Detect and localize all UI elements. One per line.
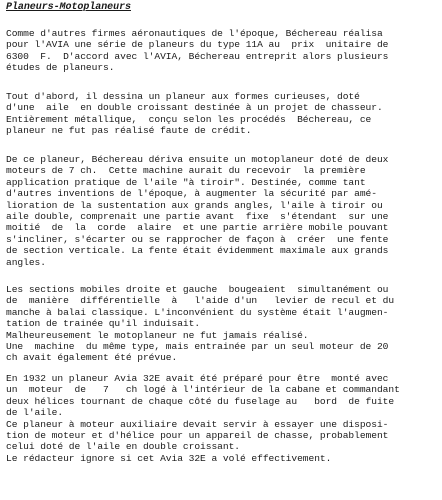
paragraph-4	[6, 284, 438, 364]
text-line: manche à balai classique. L'inconvénient du système était l'augmen-	[6, 306, 389, 318]
text-line: Malheureusement le motoplaneur ne fut jamais réalisé.	[6, 329, 309, 341]
text-line: s'incliner, s'écarter ou se rapprocher de façon à créer une fente	[6, 233, 389, 245]
text-line: de section verticale. La fente était évidemment maximale aux grands	[6, 245, 389, 257]
text-line: Ce planeur à moteur auxiliaire devait servir à essayer une disposi-	[6, 418, 389, 430]
text-line: moitié de la corde alaire et une partie arrière mobile pouvant	[6, 222, 389, 234]
text-line: aile double, comprenait une partie avant fixe s'étendant sur une	[6, 210, 389, 222]
text-line: angles.	[6, 256, 46, 268]
text-line: ch avait également été prévue.	[6, 352, 178, 364]
paragraph-5	[6, 373, 438, 464]
paragraph-1	[6, 28, 438, 74]
text-line: application pratique de l'aile "à tiroir". Destinée, comme tant	[6, 176, 366, 188]
text-line: de l'aile.	[6, 407, 64, 419]
paragraph-3	[6, 154, 438, 268]
text-line: De ce planeur, Béchereau dériva ensuite un motoplaneur doté de deux	[6, 154, 389, 165]
text-line: lioration de la sustentation aux grands angles, l'aile à tiroir ou	[6, 199, 383, 211]
text-line: celui doté de l'aile en double croissant.	[6, 441, 240, 453]
text-line: deux hélices tournant de chaque côté du fuselage au bord de fuite	[6, 395, 395, 407]
paragraph-2	[6, 91, 438, 137]
text-line: d'autres inventions de l'époque, à augmenter la sécurité par amé-	[6, 188, 377, 200]
text-line: Les sections mobiles droite et gauche bougeaient simultanément ou	[6, 284, 389, 295]
page-title: Planeurs-Motoplaneurs	[6, 2, 131, 13]
text-line: Tout d'abord, il dessina un planeur aux formes curieuses, doté	[6, 91, 360, 102]
text-line: un moteur de 7 ch logé à l'intérieur de la cabane et commandant	[6, 384, 400, 396]
text-line: 6300 F. D'accord avec l'AVIA, Béchereau entreprit alors plusieurs	[6, 50, 389, 62]
text-line: tation de trainée qu'il induisait.	[6, 318, 201, 330]
text-line: Une machine du même type, mais entrainée par un seul moteur de 20	[6, 340, 389, 352]
text-line: planeur ne fut pas réalisé faute de crédit.	[6, 125, 252, 137]
text-line: de manière différentielle à l'aide d'un levier de recul et du	[6, 295, 395, 307]
text-line: tion de moteur et d'hélice pour un appareil de chasse, probablement	[6, 429, 389, 441]
text-line: pour l'AVIA une série de planeurs du type 11A au prix unitaire de	[6, 39, 389, 51]
text-line: études de planeurs.	[6, 62, 115, 74]
text-line: Le rédacteur ignore si cet Avia 32E a volé effectivement.	[6, 452, 332, 464]
text-line: En 1932 un planeur Avia 32E avait été préparé pour être monté avec	[6, 373, 389, 384]
text-line: Entièrement métallique, conçu selon les procédés Béchereau, ce	[6, 113, 372, 125]
text-line: moteurs de 7 ch. Cette machine aurait du recevoir la première	[6, 165, 366, 177]
text-line: d'une aile en double croissant destinée à un projet de chasseur.	[6, 102, 383, 114]
text-line: Comme d'autres firmes aéronautiques de l'époque, Béchereau réalisa	[6, 28, 383, 39]
